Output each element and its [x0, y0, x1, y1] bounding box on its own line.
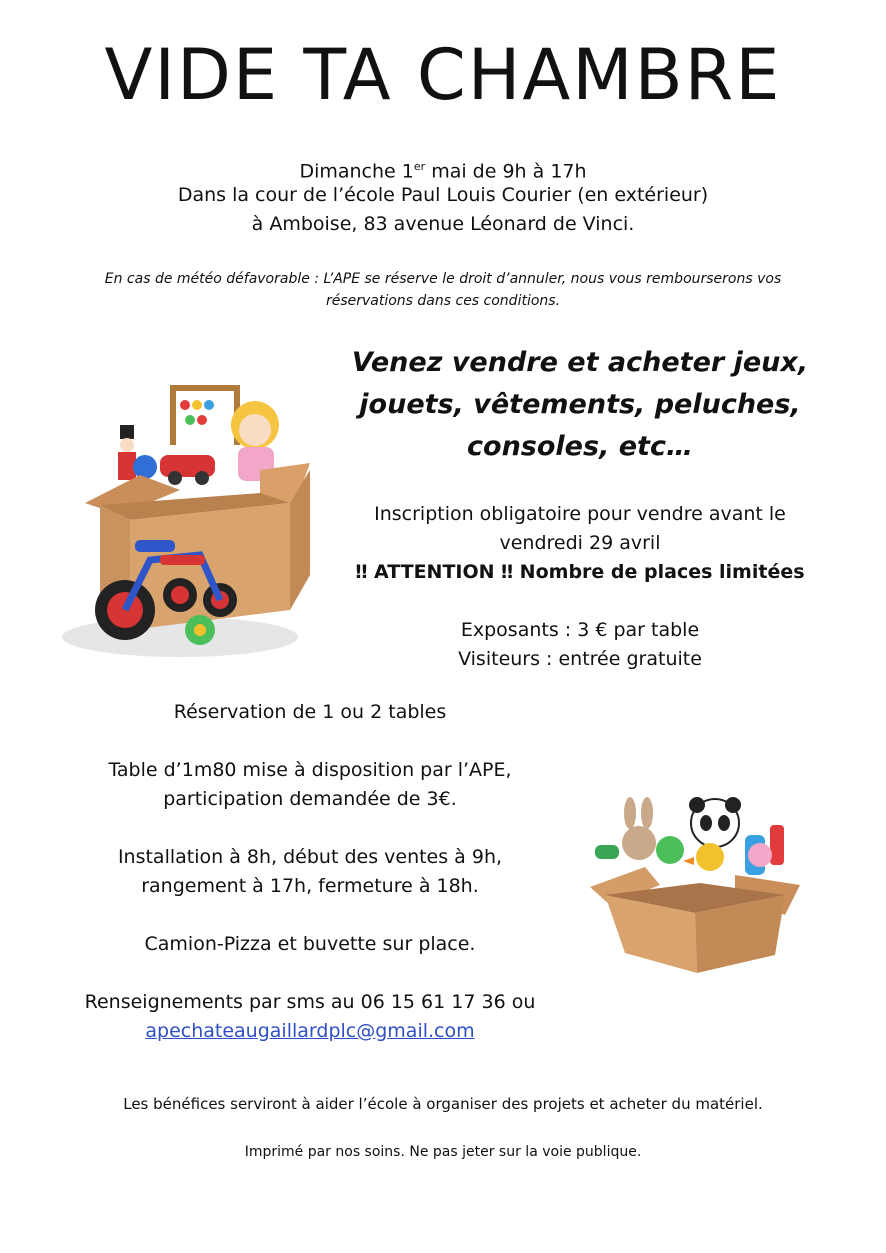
- food-line: Camion-Pizza et buvette sur place.: [144, 933, 476, 955]
- email-link[interactable]: apechateaugaillardplc@gmail.com: [145, 1020, 475, 1042]
- plush-box-illustration: [585, 795, 810, 975]
- place-line-1: Dans la cour de l’école Paul Louis Courier (en extérieur): [177, 184, 709, 206]
- headline-line-2: jouets, vêtements, peluches,: [359, 389, 801, 420]
- table-line-2: participation demandée de 3€.: [163, 788, 457, 810]
- table-line-1: Table d’1m80 mise à disposition par l’APE,: [108, 759, 512, 781]
- install-line-2: rangement à 17h, fermeture à 18h.: [141, 875, 479, 897]
- headline-line-1: Venez vendre et acheter jeux,: [351, 347, 809, 378]
- headline: [330, 342, 830, 468]
- email-line: [40, 1017, 580, 1046]
- contact-line: Renseignements par sms au 06 15 61 17 36 ou: [84, 991, 536, 1013]
- page-title: VIDE TA CHAMBRE: [104, 34, 782, 116]
- visiteurs-line: Visiteurs : entrée gratuite: [458, 648, 702, 670]
- weather-line-1: En cas de météo défavorable : L’APE se réserve le droit d’annuler, nous vous rembourserons vos: [104, 271, 782, 287]
- inscription-line-1: Inscription obligatoire pour vendre avant le: [374, 503, 786, 525]
- attention-line: ‼ ATTENTION ‼ Nombre de places limitées: [355, 561, 805, 583]
- date-suffix: mai de 9h à 17h: [425, 160, 587, 183]
- printed-line: Imprimé par nos soins. Ne pas jeter sur la voie publique.: [244, 1144, 642, 1160]
- weather-line-2: réservations dans ces conditions.: [325, 293, 561, 309]
- toy-box-illustration: [60, 375, 315, 665]
- date-sup: er: [413, 160, 426, 173]
- exposants-line: Exposants : 3 € par table: [460, 619, 700, 641]
- install-line-1: Installation à 8h, début des ventes à 9h,: [117, 846, 503, 868]
- benefits-line: Les bénéfices serviront à aider l’école à organiser des projets et acheter du matériel.: [123, 1095, 763, 1113]
- date-prefix: Dimanche 1: [299, 160, 414, 183]
- place-line-2: à Amboise, 83 avenue Léonard de Vinci.: [251, 213, 635, 235]
- reservation-line: Réservation de 1 ou 2 tables: [173, 701, 447, 723]
- inscription-line-2: vendredi 29 avril: [499, 532, 661, 554]
- headline-line-3: consoles, etc…: [467, 431, 693, 462]
